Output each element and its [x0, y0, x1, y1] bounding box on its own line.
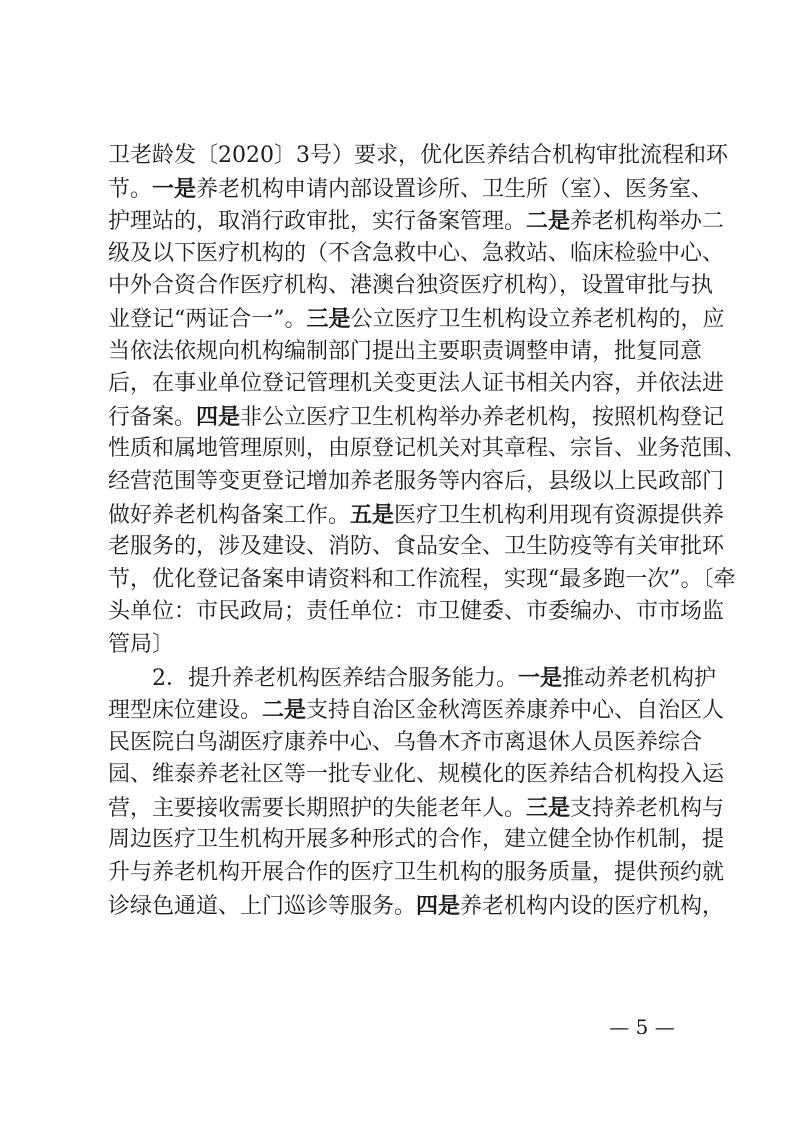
emphasis-label: 一是: [518, 664, 563, 691]
text-run: 做好养老机构备案工作。: [108, 502, 351, 528]
text-run: 头单位：市民政局；责任单位：市卫健委、市委编办、市市场监: [108, 599, 725, 625]
text-line: [108, 401, 725, 434]
text-run: 推动养老机构护: [562, 665, 717, 691]
emphasis-label: 五是: [350, 501, 395, 528]
text-run: 升与养老机构开展合作的医疗卫生机构的服务质量，提供预约就: [108, 860, 725, 886]
text-run: 当依法依规向机构编制部门提出主要职责调整申请，批复同意: [108, 338, 703, 364]
text-run: 诊绿色通道、上门巡诊等服务。: [108, 893, 417, 919]
text-run: 周边医疗卫生机构开展多种形式的合作，建立健全协作机制，提: [108, 827, 725, 853]
text-line: [108, 694, 725, 727]
emphasis-label: 一是: [152, 175, 197, 202]
text-line: [108, 368, 725, 401]
text-run: 养老机构内设的医疗机构，: [460, 893, 725, 919]
text-line: [108, 303, 725, 336]
text-line: [108, 433, 747, 466]
text-run: 节。: [108, 176, 153, 202]
text-run: 支持自治区金秋湾医养康养中心、自治区人: [306, 698, 725, 724]
text-run: 医疗卫生机构利用现有资源提供养: [394, 502, 725, 528]
text-run: 管局〕: [108, 631, 175, 657]
text-line: [108, 629, 700, 662]
text-run: 卫老龄发〔2020〕3号）要求，优化医养结合机构审批流程和环: [108, 143, 728, 168]
text-run: 老服务的，涉及建设、消防、食品安全、卫生防疫等有关审批环: [108, 534, 725, 560]
text-line: [108, 140, 728, 173]
text-run: 护理站的，取消行政审批，实行备案管理。: [108, 209, 527, 235]
text-line: [108, 596, 725, 629]
text-run: 节，优化登记备案申请资料和工作流程，实现“最多跑一次”。〔牵: [108, 566, 736, 592]
text-run: 公立医疗卫生机构设立养老机构的，应: [350, 306, 725, 332]
text-run: 园、维泰养老社区等一批专业化、规模化的医养结合机构投入运: [108, 762, 725, 788]
text-run: 业登记“两证合一”。: [108, 306, 307, 332]
text-run: 非公立医疗卫生机构举办养老机构，按照机构登记: [240, 404, 725, 430]
paragraph: [108, 140, 747, 662]
text-run: 性质和属地管理原则，由原登记机关对其章程、宗旨、业务范围、: [108, 436, 747, 462]
text-run: 理型床位建设。: [108, 698, 263, 724]
emphasis-label: 二是: [526, 208, 571, 235]
text-line: [108, 531, 725, 564]
emphasis-label: 三是: [526, 794, 571, 821]
text-line: [108, 499, 725, 532]
text-run: 养老机构举办二: [570, 209, 725, 235]
text-line: [108, 890, 725, 923]
text-run: 民医院白鸟湖医疗康养中心、乌鲁木齐市离退休人员医养综合: [108, 729, 703, 755]
text-run: 级及以下医疗机构的（不含急救中心、急救站、临床检验中心、: [108, 240, 725, 266]
text-run: 2．提升养老机构医养结合服务能力。: [152, 665, 518, 691]
page-number: — 5 —: [609, 1015, 675, 1039]
text-run: 支持养老机构与: [570, 795, 725, 821]
text-run: 后，在事业单位登记管理机关变更法人证书相关内容，并依法进: [108, 371, 725, 397]
text-line: [108, 662, 717, 695]
text-line: [108, 270, 714, 303]
emphasis-label: 二是: [262, 697, 307, 724]
text-line: [108, 336, 703, 369]
text-line: [108, 857, 725, 890]
text-line: [108, 759, 725, 792]
text-line: [108, 173, 714, 206]
text-run: 行备案。: [108, 404, 197, 430]
text-run: 营，主要接收需要长期照护的失能老年人。: [108, 795, 527, 821]
text-line: [108, 238, 725, 271]
paragraph: [108, 662, 725, 923]
emphasis-label: 四是: [196, 403, 241, 430]
text-line: [108, 727, 703, 760]
text-line: [108, 824, 725, 857]
text-run: 养老机构申请内部设置诊所、卫生所（室）、医务室、: [196, 176, 714, 202]
text-run: 中外合资合作医疗机构、港澳台独资医疗机构），设置审批与执: [108, 273, 714, 299]
text-line: [108, 466, 725, 499]
emphasis-label: 四是: [416, 892, 461, 919]
text-line: [108, 205, 725, 238]
text-run: 经营范围等变更登记增加养老服务等内容后，县级以上民政部门: [108, 468, 725, 494]
emphasis-label: 三是: [306, 305, 351, 332]
body-text: [108, 140, 747, 922]
text-line: [108, 792, 725, 825]
text-line: [108, 564, 736, 597]
